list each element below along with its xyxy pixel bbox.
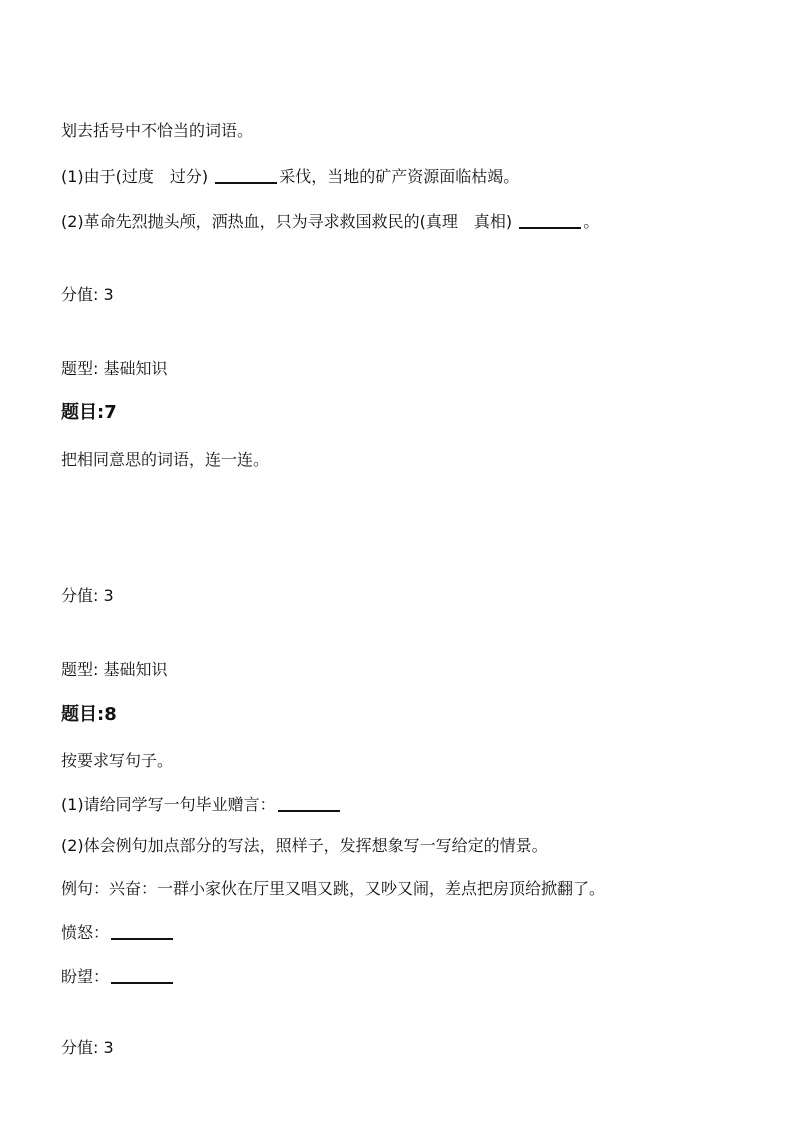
q6-type: 题型: 基础知识: [61, 359, 168, 378]
q6-item-1-text: (1)由于(过度 过分): [61, 167, 214, 186]
q7-heading: 题目:7: [61, 402, 117, 423]
q8-anger: [61, 922, 175, 943]
q8-heading: 题目:8: [61, 704, 117, 725]
q6-score: 分值: 3: [61, 285, 114, 304]
q6-item-2-text: (2)革命先烈抛头颅，洒热血，只为寻求救国救民的(真理 真相): [61, 212, 518, 231]
q7-instruction: 把相同意思的词语，连一连。: [61, 450, 270, 469]
q6-instruction: 划去括号中不恰当的词语。: [61, 121, 254, 140]
q7-score: 分值: 3: [61, 586, 114, 605]
q8-anger-label: 愤怒：: [61, 923, 110, 942]
q8-item-1-text: (1)请给同学写一句毕业赠言：: [61, 795, 276, 814]
q8-hope: [61, 966, 175, 987]
q7-type: 题型: 基础知识: [61, 660, 168, 679]
q8-item-1-blank[interactable]: [278, 794, 340, 812]
q8-example: 例句：兴奋：一群小家伙在厅里又唱又跳，又吵又闹，差点把房顶给掀翻了。: [61, 879, 606, 898]
q6-item-1-blank[interactable]: [215, 166, 277, 184]
q8-anger-blank[interactable]: [111, 922, 173, 940]
q8-item-1: [61, 794, 342, 815]
q8-hope-blank[interactable]: [111, 966, 173, 984]
q8-item-2: (2)体会例句加点部分的写法，照样子，发挥想象写一写给定的情景。: [61, 836, 548, 855]
q6-item-2: [61, 211, 599, 232]
q6-item-2-blank[interactable]: [519, 211, 581, 229]
q6-item-1-text-after: 采伐，当地的矿产资源面临枯竭。: [279, 167, 520, 186]
q8-instruction: 按要求写句子。: [61, 751, 174, 770]
q6-item-1: [61, 166, 519, 187]
q8-score: 分值: 3: [61, 1038, 114, 1057]
q6-item-2-text-after: 。: [583, 212, 600, 231]
q8-hope-label: 盼望：: [61, 967, 110, 986]
